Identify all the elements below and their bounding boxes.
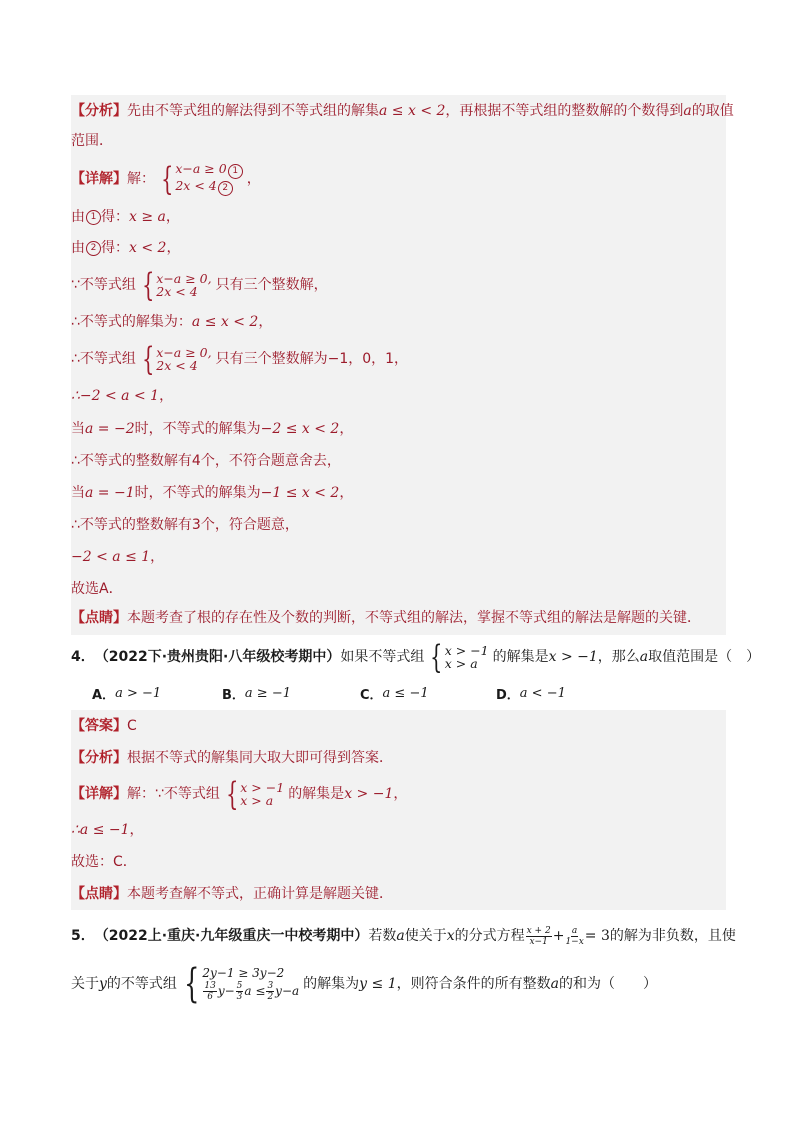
fraction: $\frac{a}{1-x}$: [565, 925, 584, 947]
answer-tag: 【答案】: [71, 718, 127, 734]
q3-analysis-line-2: 范围．: [71, 133, 113, 149]
option-a[interactable]: A． a > −1: [92, 686, 162, 703]
q5-question-line-1: 5． （2022上·重庆·九年级重庆一中校考期中） 若数 a 使关于 x 的分式方程 $\frac{x + 2}{x-1}$ + $\frac{a}{1-x}$ = 3 的解为非负数，且使: [71, 925, 736, 947]
q3-detail-line: 【详解】 解： { x−a ≥ 0 1 2x < 4 2 ，: [71, 160, 261, 198]
q4-step-line: ∴a ≤ −1 ，: [71, 822, 144, 838]
inequality-system: { x−a ≥ 0 1 2x < 4 2: [157, 162, 243, 196]
fraction: $\frac{x + 2}{x-1}$: [526, 925, 551, 947]
detail-tag: 【详解】: [71, 171, 127, 187]
q3-step-line: 当 a = −1 时，不等式的解集为 −1 ≤ x < 2 ，: [71, 485, 354, 501]
q3-step-line: ∴不等式的整数解有4个，不符合题意舍去，: [71, 453, 341, 469]
inequality-system: { x > −1 x > a: [430, 638, 489, 676]
option-d[interactable]: D． a < −1: [496, 686, 566, 703]
option-b[interactable]: B． a ≥ −1: [222, 686, 291, 703]
q4-options: [92, 684, 692, 703]
detail-tag: 【详解】: [71, 786, 127, 802]
circled-number: 1: [228, 164, 243, 179]
q3-step-line: ∴不等式的整数解有3个，符合题意，: [71, 517, 299, 533]
answer-value: C: [127, 718, 137, 734]
q4-detail-line: 【详解】 解：∵不等式组 { x > −1 x > a 的解集是 x > −1 ，: [71, 775, 408, 813]
analysis-tag: 【分析】: [71, 103, 127, 119]
q3-step-line: ∵不等式组 { x−a ≥ 0, 2x < 4 只有三个整数解，: [71, 266, 328, 304]
inequality-system: { 2y−1 ≥ 3y−2 $\frac{13}{6}$ y− $\frac{5}{3}$ a ≤ $\frac{3}{2}$ y−a: [184, 961, 300, 1007]
q3-step-line: 当 a = −2 时，不等式的解集为 −2 ≤ x < 2 ，: [71, 421, 354, 437]
question-source: （2022下·贵州贵阳·八年级校考期中）: [94, 649, 341, 665]
q3-step-line: 由 2 得： x < 2 ，: [71, 240, 181, 256]
q3-step-line: −2 < a ≤ 1 ，: [71, 549, 165, 565]
question-number: 5．: [71, 928, 95, 944]
q5-question-line-2: 关于 y 的不等式组 { 2y−1 ≥ 3y−2 $\frac{13}{6}$ y− $\frac{5}{3}$ a ≤ $\frac{3}{2}$ y−a 的解集为 y ≤ 1 ，则符合条件的所有整数 a 的和为（ ）: [71, 961, 657, 1007]
comment-tag: 【点睛】: [71, 886, 127, 902]
q3-solution-block: [71, 95, 734, 635]
inequality-system: { x−a ≥ 0, 2x < 4: [141, 340, 212, 378]
inequality-system: { x−a ≥ 0, 2x < 4: [141, 266, 212, 304]
q4-question: 4． （2022下·贵州贵阳·八年级校考期中） 如果不等式组 { x > −1 x > a 的解集是 x > −1 ，那么 a 取值范围是（ ）: [71, 638, 761, 676]
q3-analysis-line: 【分析】 先由不等式组的解法得到不等式组的解集 a ≤ x < 2 ，再根据不等式组的整数解的个数得到 a 的取值: [71, 103, 734, 119]
q4-choose-line: 故选：C．: [71, 854, 137, 870]
q3-step-line: ∴−2 < a < 1 ，: [71, 388, 174, 404]
option-c[interactable]: C． a ≤ −1: [360, 686, 429, 703]
q3-step-line: ∴不等式组 { x−a ≥ 0, 2x < 4 只有三个整数解为−1，0，1，: [71, 340, 409, 378]
q3-step-line: ∴不等式的解集为： a ≤ x < 2 ，: [71, 314, 273, 330]
comment-tag: 【点睛】: [71, 610, 127, 626]
circled-number: 2: [218, 181, 233, 196]
inequality-system: { x > −1 x > a: [225, 775, 285, 813]
q4-analysis-line: 【分析】 根据不等式的解集同大取大即可得到答案．: [71, 750, 393, 766]
q3-choose-line: 故选A．: [71, 581, 123, 597]
q4-comment-line: 【点睛】 本题考查解不等式，正确计算是解题关键．: [71, 886, 393, 902]
question-number: 4．: [71, 649, 95, 665]
q3-step-line: 由 1 得： x ≥ a ，: [71, 209, 180, 225]
analysis-tag: 【分析】: [71, 750, 127, 766]
q4-solution-block: [71, 710, 726, 910]
q3-comment-line: 【点睛】 本题考查了根的存在性及个数的判断，不等式组的解法，掌握不等式组的解法是解题的关键．: [71, 610, 701, 626]
q4-answer-line: [71, 716, 726, 736]
question-source: （2022上·重庆·九年级重庆一中校考期中）: [94, 928, 369, 944]
